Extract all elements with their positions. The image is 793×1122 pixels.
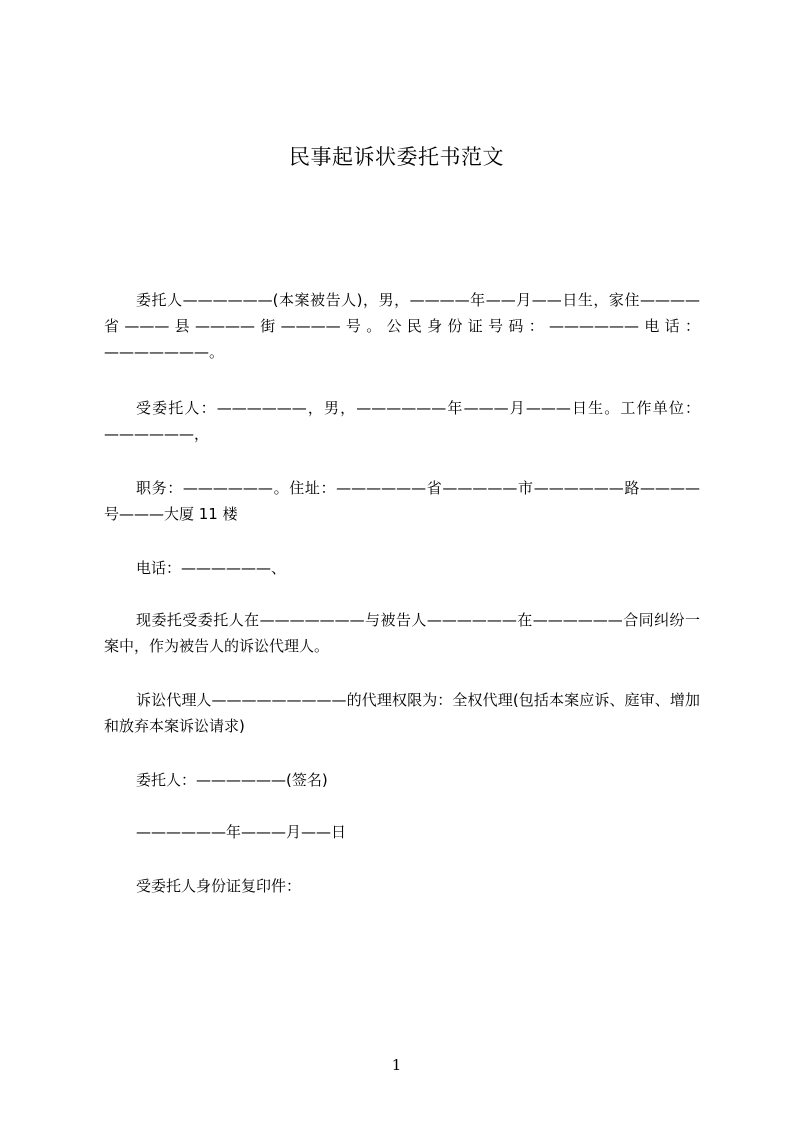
paragraph-authority-scope: 诉讼代理人—————————的代理权限为：全权代理(包括本案应诉、庭审、增加和放弃本案诉讼请求) bbox=[104, 691, 700, 735]
paragraph-entrustment: 现委托受委托人在———————与被告人——————在——————合同纠纷一案中，作为被告人的诉讼代理人。 bbox=[104, 611, 700, 655]
page-number: 1 bbox=[391, 1056, 402, 1074]
paragraph-date: ——————年———月——日 bbox=[136, 823, 347, 841]
paragraph-agent-info: 受委托人：——————，男，——————年———月———日生。工作单位：——————， bbox=[104, 399, 700, 443]
paragraph-principal-signature: 委托人：——————(签名) bbox=[136, 771, 328, 789]
document-title: 民事起诉状委托书范文 bbox=[289, 145, 504, 169]
paragraph-principal-info: 委托人——————(本案被告人)，男，————年——月——日生，家住————省———县————街————号。公民身份证号码：——————电话：———————。 bbox=[104, 291, 700, 361]
paragraph-agent-position-address: 职务：——————。住址：——————省—————市——————路————号———大厦 11 楼 bbox=[104, 479, 700, 523]
paragraph-agent-phone: 电话：——————、 bbox=[136, 559, 287, 577]
paragraph-id-copy: 受委托人身份证复印件： bbox=[136, 877, 302, 895]
